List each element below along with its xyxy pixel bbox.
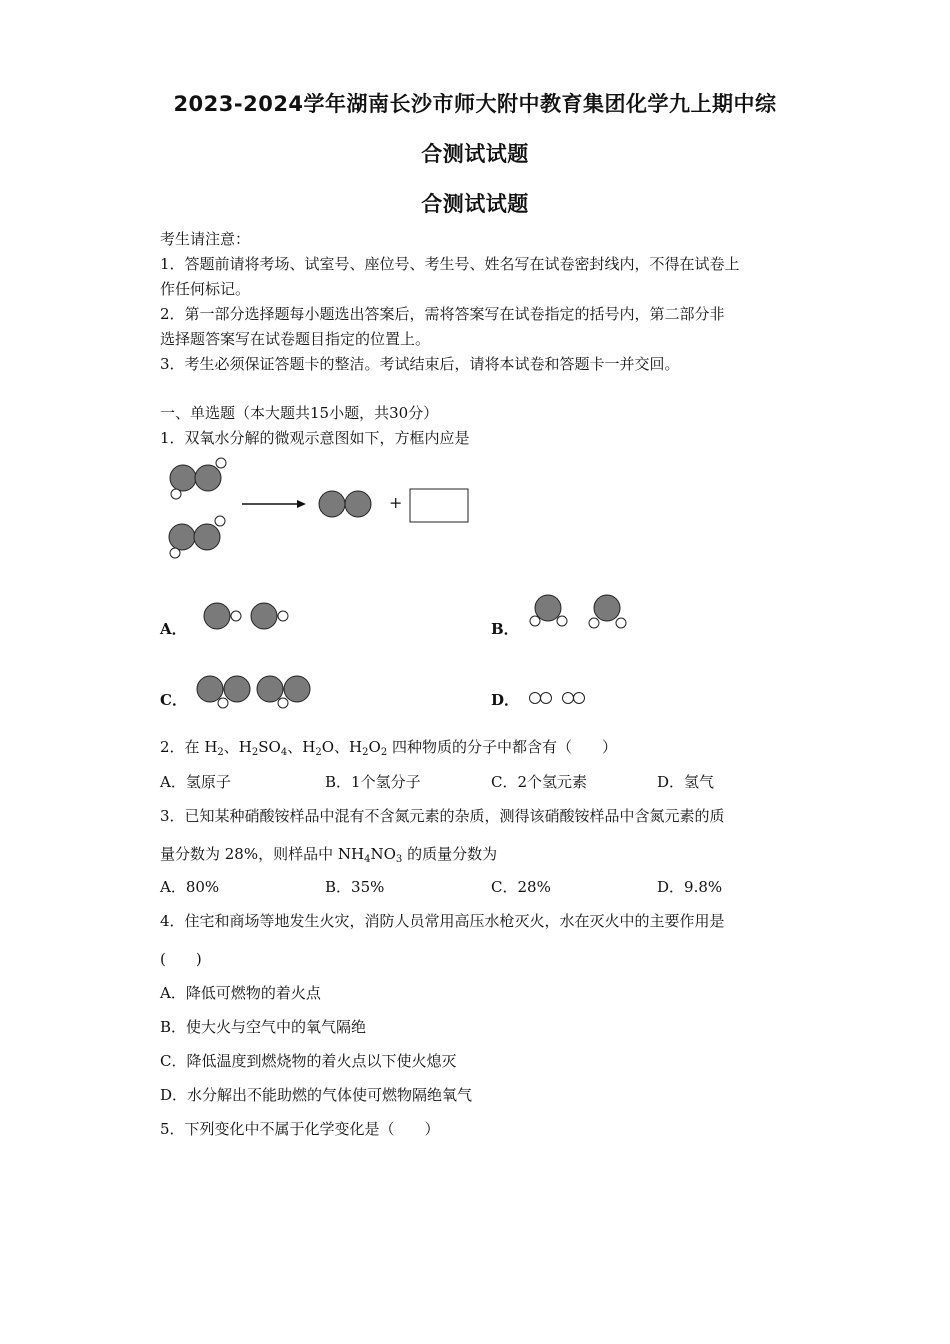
q2-sep: 、 xyxy=(287,738,303,756)
q2-formula-sub: 2 xyxy=(362,747,369,758)
q2-option-b[interactable]: B．1个氢分子 xyxy=(325,773,421,791)
q1-option-d-label[interactable]: D． xyxy=(491,691,520,709)
question-2-stem xyxy=(160,736,617,758)
q3-formula-sub: 4 xyxy=(364,854,371,865)
q2-formula-sub: 2 xyxy=(315,747,322,758)
q2-formula-h2o: H xyxy=(302,738,316,756)
q2-sep: 、 xyxy=(223,738,239,756)
q2-sep: 、 xyxy=(334,738,350,756)
q1-option-b-label[interactable]: B． xyxy=(491,620,519,638)
q3-formula-sub: 3 xyxy=(395,854,403,865)
document-title-line-1: 2023-2024学年湖南长沙市师大附中教育集团化学九上期中综 xyxy=(173,92,777,116)
q2-formula-sub: 2 xyxy=(251,747,259,758)
q3-option-c[interactable]: C．28% xyxy=(491,878,551,896)
q3-option-b[interactable]: B．35% xyxy=(325,878,385,896)
notice-item-2a: 2．第一部分选择题每小题选出答案后，需将答案写在试卷指定的括号内，第二部分非 xyxy=(160,305,725,323)
q4-option-c[interactable]: C．降低温度到燃烧物的着火点以下使火熄灭 xyxy=(160,1052,457,1070)
q2-formula-o: O xyxy=(368,738,381,756)
q3-stem-prefix: 量分数为 28%，则样品中 xyxy=(160,845,338,863)
h2-molecule-icon xyxy=(563,693,585,704)
q3-formula-nh: NH xyxy=(337,845,365,863)
document-title-line-2: 合测试试题 xyxy=(421,142,529,166)
notice-item-1b: 作任何标记。 xyxy=(160,280,251,298)
h2-molecule-icon xyxy=(530,693,552,704)
notice-item-3: 3．考生必须保证答题卡的整洁。考试结束后，请将本试卷和答题卡一并交回。 xyxy=(160,355,680,373)
q2-formula-sub: 4 xyxy=(280,747,288,758)
q2-formula-sub: 2 xyxy=(380,747,388,758)
q2-formula-o: O xyxy=(321,738,335,756)
q2-stem-prefix: 2．在 xyxy=(160,738,205,756)
question-3-stem-line-1: 3．已知某种硝酸铵样品中混有不含氮元素的杂质，测得该硝酸铵样品中含氮元素的质 xyxy=(160,807,725,825)
question-4-stem-line-1: 4．住宅和商场等地发生火灾，消防人员常用高压水枪灭火，水在灭火中的主要作用是 xyxy=(160,912,725,930)
q2-formula-h2: H xyxy=(204,738,218,756)
q3-option-d[interactable]: D．9.8% xyxy=(657,878,723,896)
notice-item-1a: 1．答题前请将考场、试室号、座位号、考生号、姓名写在试卷密封线内，不得在试卷上 xyxy=(160,255,740,273)
plus-sign: + xyxy=(389,493,403,512)
document-title-line-3: 合测试试题 xyxy=(421,192,529,216)
q1-option-a-label[interactable]: A． xyxy=(160,620,187,638)
q2-formula-so: SO xyxy=(258,738,281,756)
q4-option-b[interactable]: B．使大火与空气中的氧气隔绝 xyxy=(160,1018,367,1036)
question-5-stem: 5．下列变化中不属于化学变化是（ ） xyxy=(160,1120,440,1138)
q2-option-d[interactable]: D．氢气 xyxy=(657,773,715,791)
question-4-stem-line-2: ( ) xyxy=(160,950,202,968)
q4-option-d[interactable]: D．水分解出不能助燃的气体使可燃物隔绝氧气 xyxy=(160,1086,473,1104)
q3-option-a[interactable]: A．80% xyxy=(160,878,220,896)
q2-option-a[interactable]: A．氢原子 xyxy=(160,773,231,791)
q2-formula-h2so4: H xyxy=(238,738,252,756)
q4-option-a[interactable]: A．降低可燃物的着火点 xyxy=(160,984,321,1002)
q3-stem-suffix: 的质量分数为 xyxy=(402,845,498,863)
q1-option-c-label[interactable]: C． xyxy=(160,691,187,709)
q3-formula-no: NO xyxy=(370,845,396,863)
q2-option-c[interactable]: C．2个氢元素 xyxy=(491,773,588,791)
notice-heading: 考生请注意： xyxy=(160,230,251,248)
q2-formula-h2-sub: 2 xyxy=(217,747,224,758)
q2-formula-h2o2: H xyxy=(349,738,363,756)
question-1-stem: 1．双氧水分解的微观示意图如下，方框内应是 xyxy=(160,429,470,447)
section-heading: 一、单选题（本大题共15小题，共30分） xyxy=(160,404,439,422)
question-3-stem-line-2 xyxy=(160,843,497,865)
q2-stem-suffix: 四种物质的分子中都含有（ ） xyxy=(387,738,617,756)
notice-item-2b: 选择题答案写在试卷题目指定的位置上。 xyxy=(160,330,431,348)
